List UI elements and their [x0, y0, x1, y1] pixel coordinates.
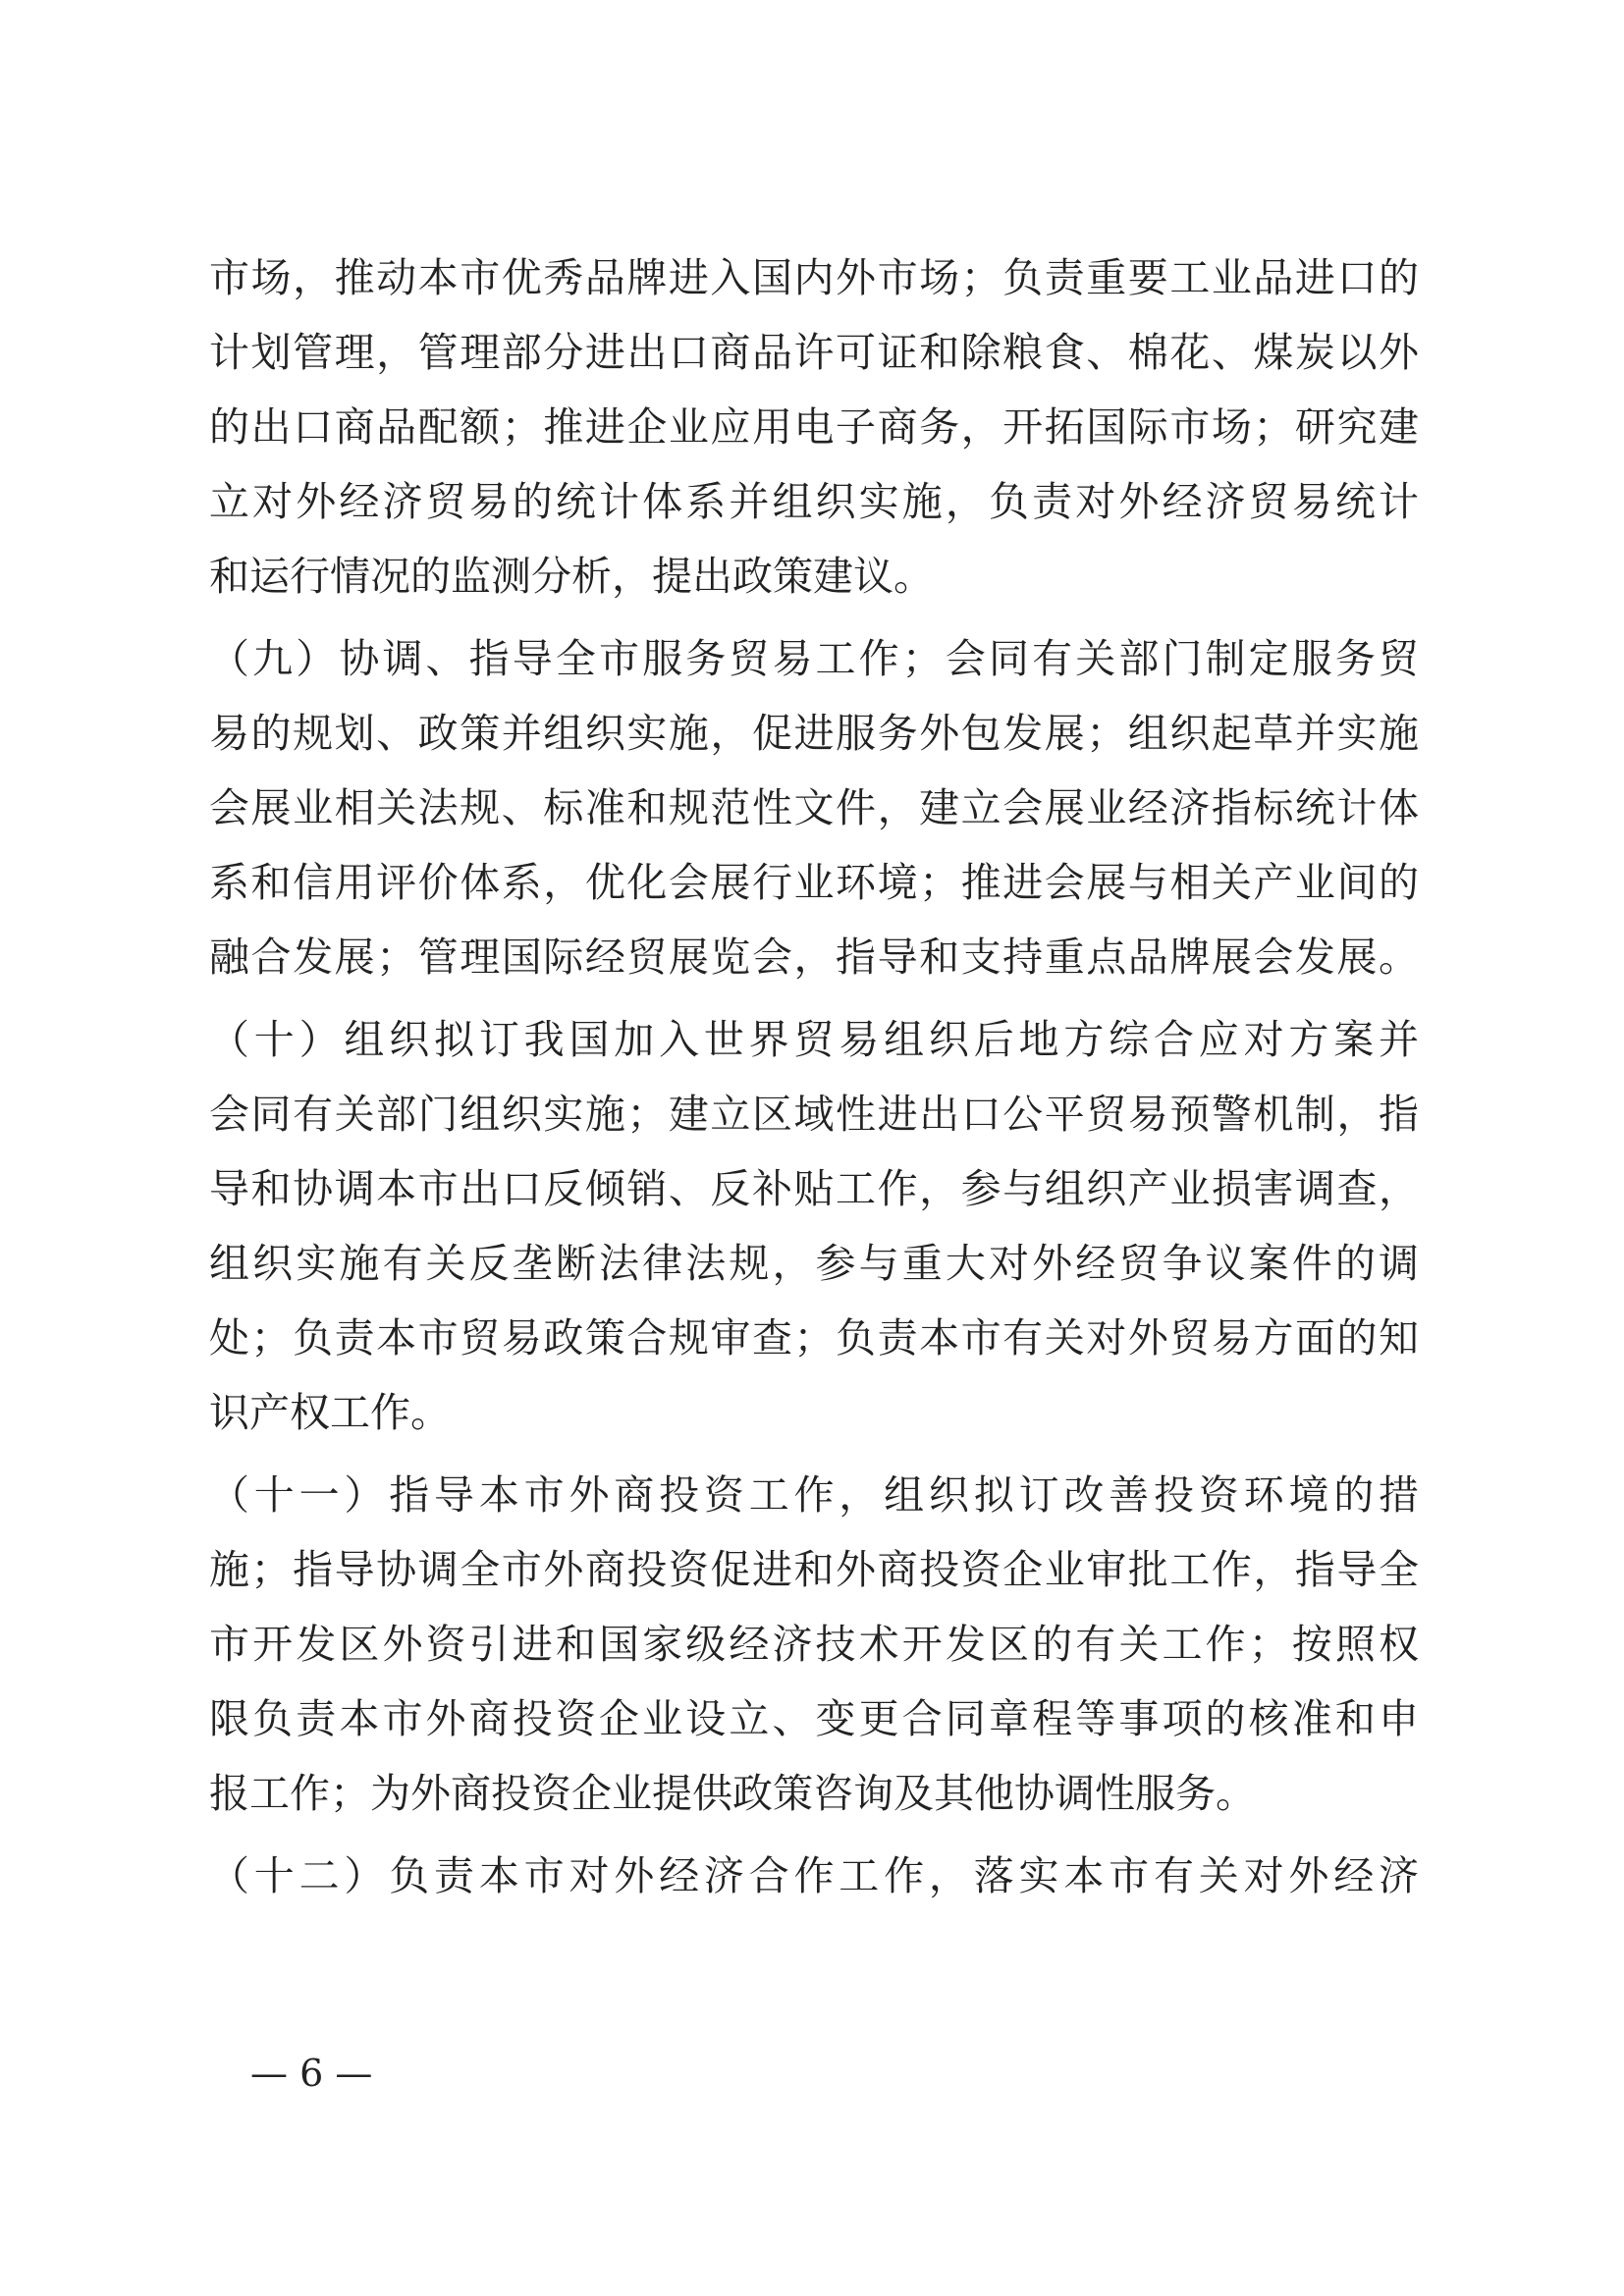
paragraph-item-9 [209, 621, 1419, 994]
text-line: （十）组织拟订我国加入世界贸易组织后地方综合应对方案并 [209, 1016, 1419, 1063]
text-line: 市场，推动本市优秀品牌进入国内外市场；负责重要工业品进口的 [209, 254, 1419, 301]
text-line: 系和信用评价体系，优化会展行业环境；推进会展与相关产业间的 [209, 859, 1419, 906]
page-number: — 6 — [250, 2052, 373, 2095]
text-line: 会同有关部门组织实施；建立区域性进出口公平贸易预警机制，指 [209, 1091, 1419, 1138]
text-line: 会展业相关法规、标准和规范性文件，建立会展业经济指标统计体 [209, 784, 1419, 831]
text-line: 计划管理，管理部分进出口商品许可证和除粮食、棉花、煤炭以外 [209, 329, 1419, 376]
text-line: 识产权工作。 [209, 1389, 451, 1436]
text-line: 和运行情况的监测分析，提出政策建议。 [209, 553, 934, 600]
paragraph-trade-management [209, 240, 1419, 614]
text-line: 报工作；为外商投资企业提供政策咨询及其他协调性服务。 [209, 1770, 1256, 1817]
text-line: （十一）指导本市外商投资工作，组织拟订改善投资环境的措 [209, 1471, 1419, 1519]
text-line: 限负责本市外商投资企业设立、变更合同章程等事项的核准和申 [209, 1695, 1419, 1742]
paragraph-item-10 [209, 1002, 1419, 1450]
text-line: 立对外经济贸易的统计体系并组织实施，负责对外经济贸易统计 [209, 478, 1419, 525]
text-line: 市开发区外资引进和国家级经济技术开发区的有关工作；按照权 [209, 1621, 1419, 1668]
text-line: 融合发展；管理国际经贸展览会，指导和支持重点品牌展会发展。 [209, 934, 1419, 981]
paragraph-item-11 [209, 1458, 1419, 1831]
text-line: 的出口商品配额；推进企业应用电子商务，开拓国际市场；研究建 [209, 403, 1419, 451]
text-line: 施；指导协调全市外商投资促进和外商投资企业审批工作，指导全 [209, 1546, 1419, 1593]
text-line: （九）协调、指导全市服务贸易工作；会同有关部门制定服务贸 [209, 635, 1419, 682]
text-line: （十二）负责本市对外经济合作工作，落实本市有关对外经济 [209, 1852, 1419, 1899]
document-body [209, 240, 1419, 1913]
text-line: 导和协调本市出口反倾销、反补贴工作，参与组织产业损害调查， [209, 1165, 1419, 1212]
text-line: 易的规划、政策并组织实施，促进服务外包发展；组织起草并实施 [209, 710, 1419, 757]
paragraph-item-12 [209, 1839, 1419, 1913]
text-line: 处；负责本市贸易政策合规审查；负责本市有关对外贸易方面的知 [209, 1314, 1419, 1362]
text-line: 组织实施有关反垄断法律法规，参与重大对外经贸争议案件的调 [209, 1240, 1419, 1287]
